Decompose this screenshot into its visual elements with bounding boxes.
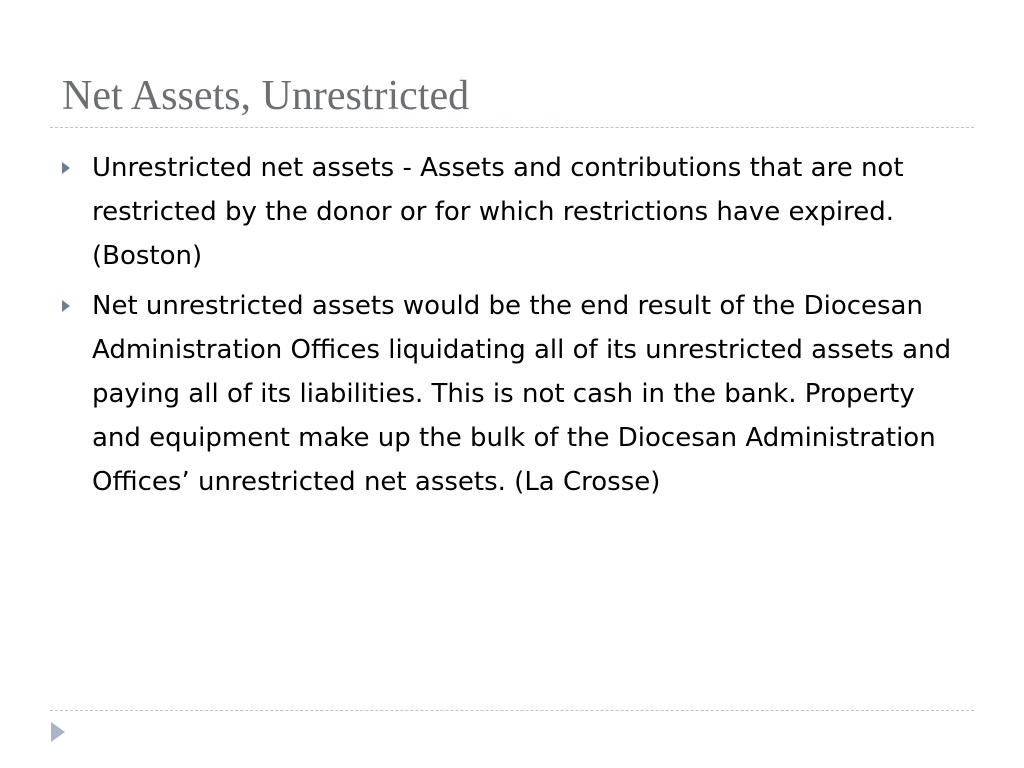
bullet-list — [58, 146, 958, 510]
bullet-text: Net unrestricted assets would be the end result of the Diocesan Administration Offices liquidating all of its unrestricted assets and paying all of its liabilities. This is not cash in the bank. Property and equipment make up the bulk of the Diocesan Administration Offices’ unrestricted net assets. (La Crosse) — [92, 291, 952, 497]
slide-title: Net Assets, Unrestricted — [62, 73, 470, 119]
footer-divider — [50, 710, 974, 711]
bullet-item — [58, 284, 958, 504]
title-divider — [50, 127, 974, 128]
bullet-item — [58, 146, 958, 278]
bullet-text: Unrestricted net assets - Assets and contributions that are not restricted by the donor or for which restrictions have expired. (Boston) — [92, 153, 904, 271]
next-slide-arrow-icon[interactable] — [51, 722, 65, 742]
triangle-bullet-icon — [62, 162, 70, 174]
triangle-bullet-icon — [62, 300, 70, 312]
